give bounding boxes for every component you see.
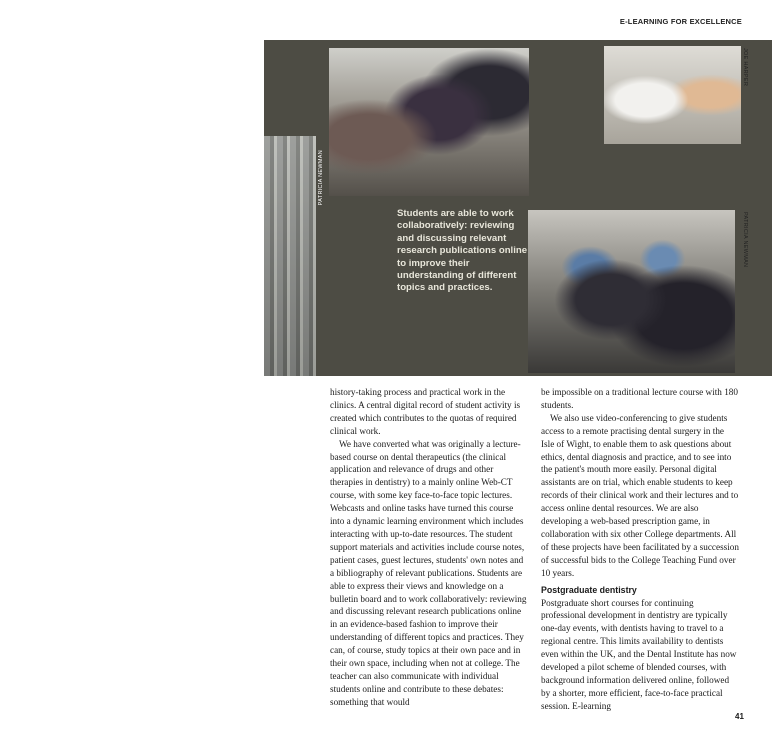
photo-caption: Students are able to work collaboratively: reviewing and discussing relevant research publications online to improve their understanding of different topics and practices. bbox=[397, 208, 528, 294]
paragraph: history-taking process and practical work in the clinics. A central digital record of student activity is created which contributes to the quotas of required clinical work. bbox=[330, 387, 521, 436]
text-column-right bbox=[541, 386, 739, 713]
subheading: Postgraduate dentistry bbox=[541, 584, 637, 595]
paragraph: We also use video-conferencing to give students access to a remote practising dental surgery in the Isle of Wight, to enable them to ask questions about ethics, dental diagnosis and practice, and to see into the patient's mouth more easily. Personal digital assistants are on trial, which enable students to keep records of their clinical work and their lectures and to access online dental resources. We are also developing a web-based prescription game, in collaboration with six other College departments. All of these projects have been facilitated by a succession of successful bids to the College Teaching Fund over 10 years. bbox=[541, 412, 739, 578]
paragraph: be impossible on a traditional lecture course with 180 students. bbox=[541, 387, 738, 410]
photo-credit-top-right: JOE HARPER bbox=[742, 48, 748, 87]
photo-credit-left: PATRICIA NEWMAN bbox=[318, 150, 324, 206]
text-column-left bbox=[330, 386, 528, 709]
classroom-computers-photo bbox=[264, 136, 316, 376]
students-tablet-photo bbox=[604, 46, 741, 144]
photo-panel bbox=[264, 40, 772, 376]
page-number: 41 bbox=[735, 712, 744, 721]
paragraph: Postgraduate short courses for continuing professional development in dentistry are typically one-day events, with dentists having to travel to a regional centre. This limits availability to dentists even within the UK, and the Dental Institute has now developed a pilot scheme of blended courses, with background information delivered online, followed by a shorter, more efficient, face-to-face practical session. E-learning bbox=[541, 597, 737, 711]
photo-credit-bottom-right: PATRICIA NEWMAN bbox=[742, 212, 748, 268]
computer-lab-photo bbox=[528, 210, 735, 373]
section-header: E-LEARNING FOR EXCELLENCE bbox=[619, 17, 742, 26]
paragraph: We have converted what was originally a lecture-based course on dental therapeutics (the clinical application and relevance of drugs and other therapies in dentistry) to a mainly online Web-CT course, with some key face-to-face topic lectures. Webcasts and online tasks have turned this course into a dynamic learning environment which includes interacting with up-to-date resources. The student support materials and activities include course notes, patient cases, guest lectures, students' own notes and a bibliography of relevant publications. Students are able to express their views and knowledge on a bulletin board and to work collaboratively: reviewing and discussing relevant research publications online in an evidence-based fashion to improve their understanding of different topics and practices. They can, of course, study topics at their own pace and in their own space, including when not at college. The teacher can also communicate with individual students online and contribute to these debates: something that would bbox=[330, 438, 527, 707]
students-group-photo bbox=[329, 48, 529, 196]
